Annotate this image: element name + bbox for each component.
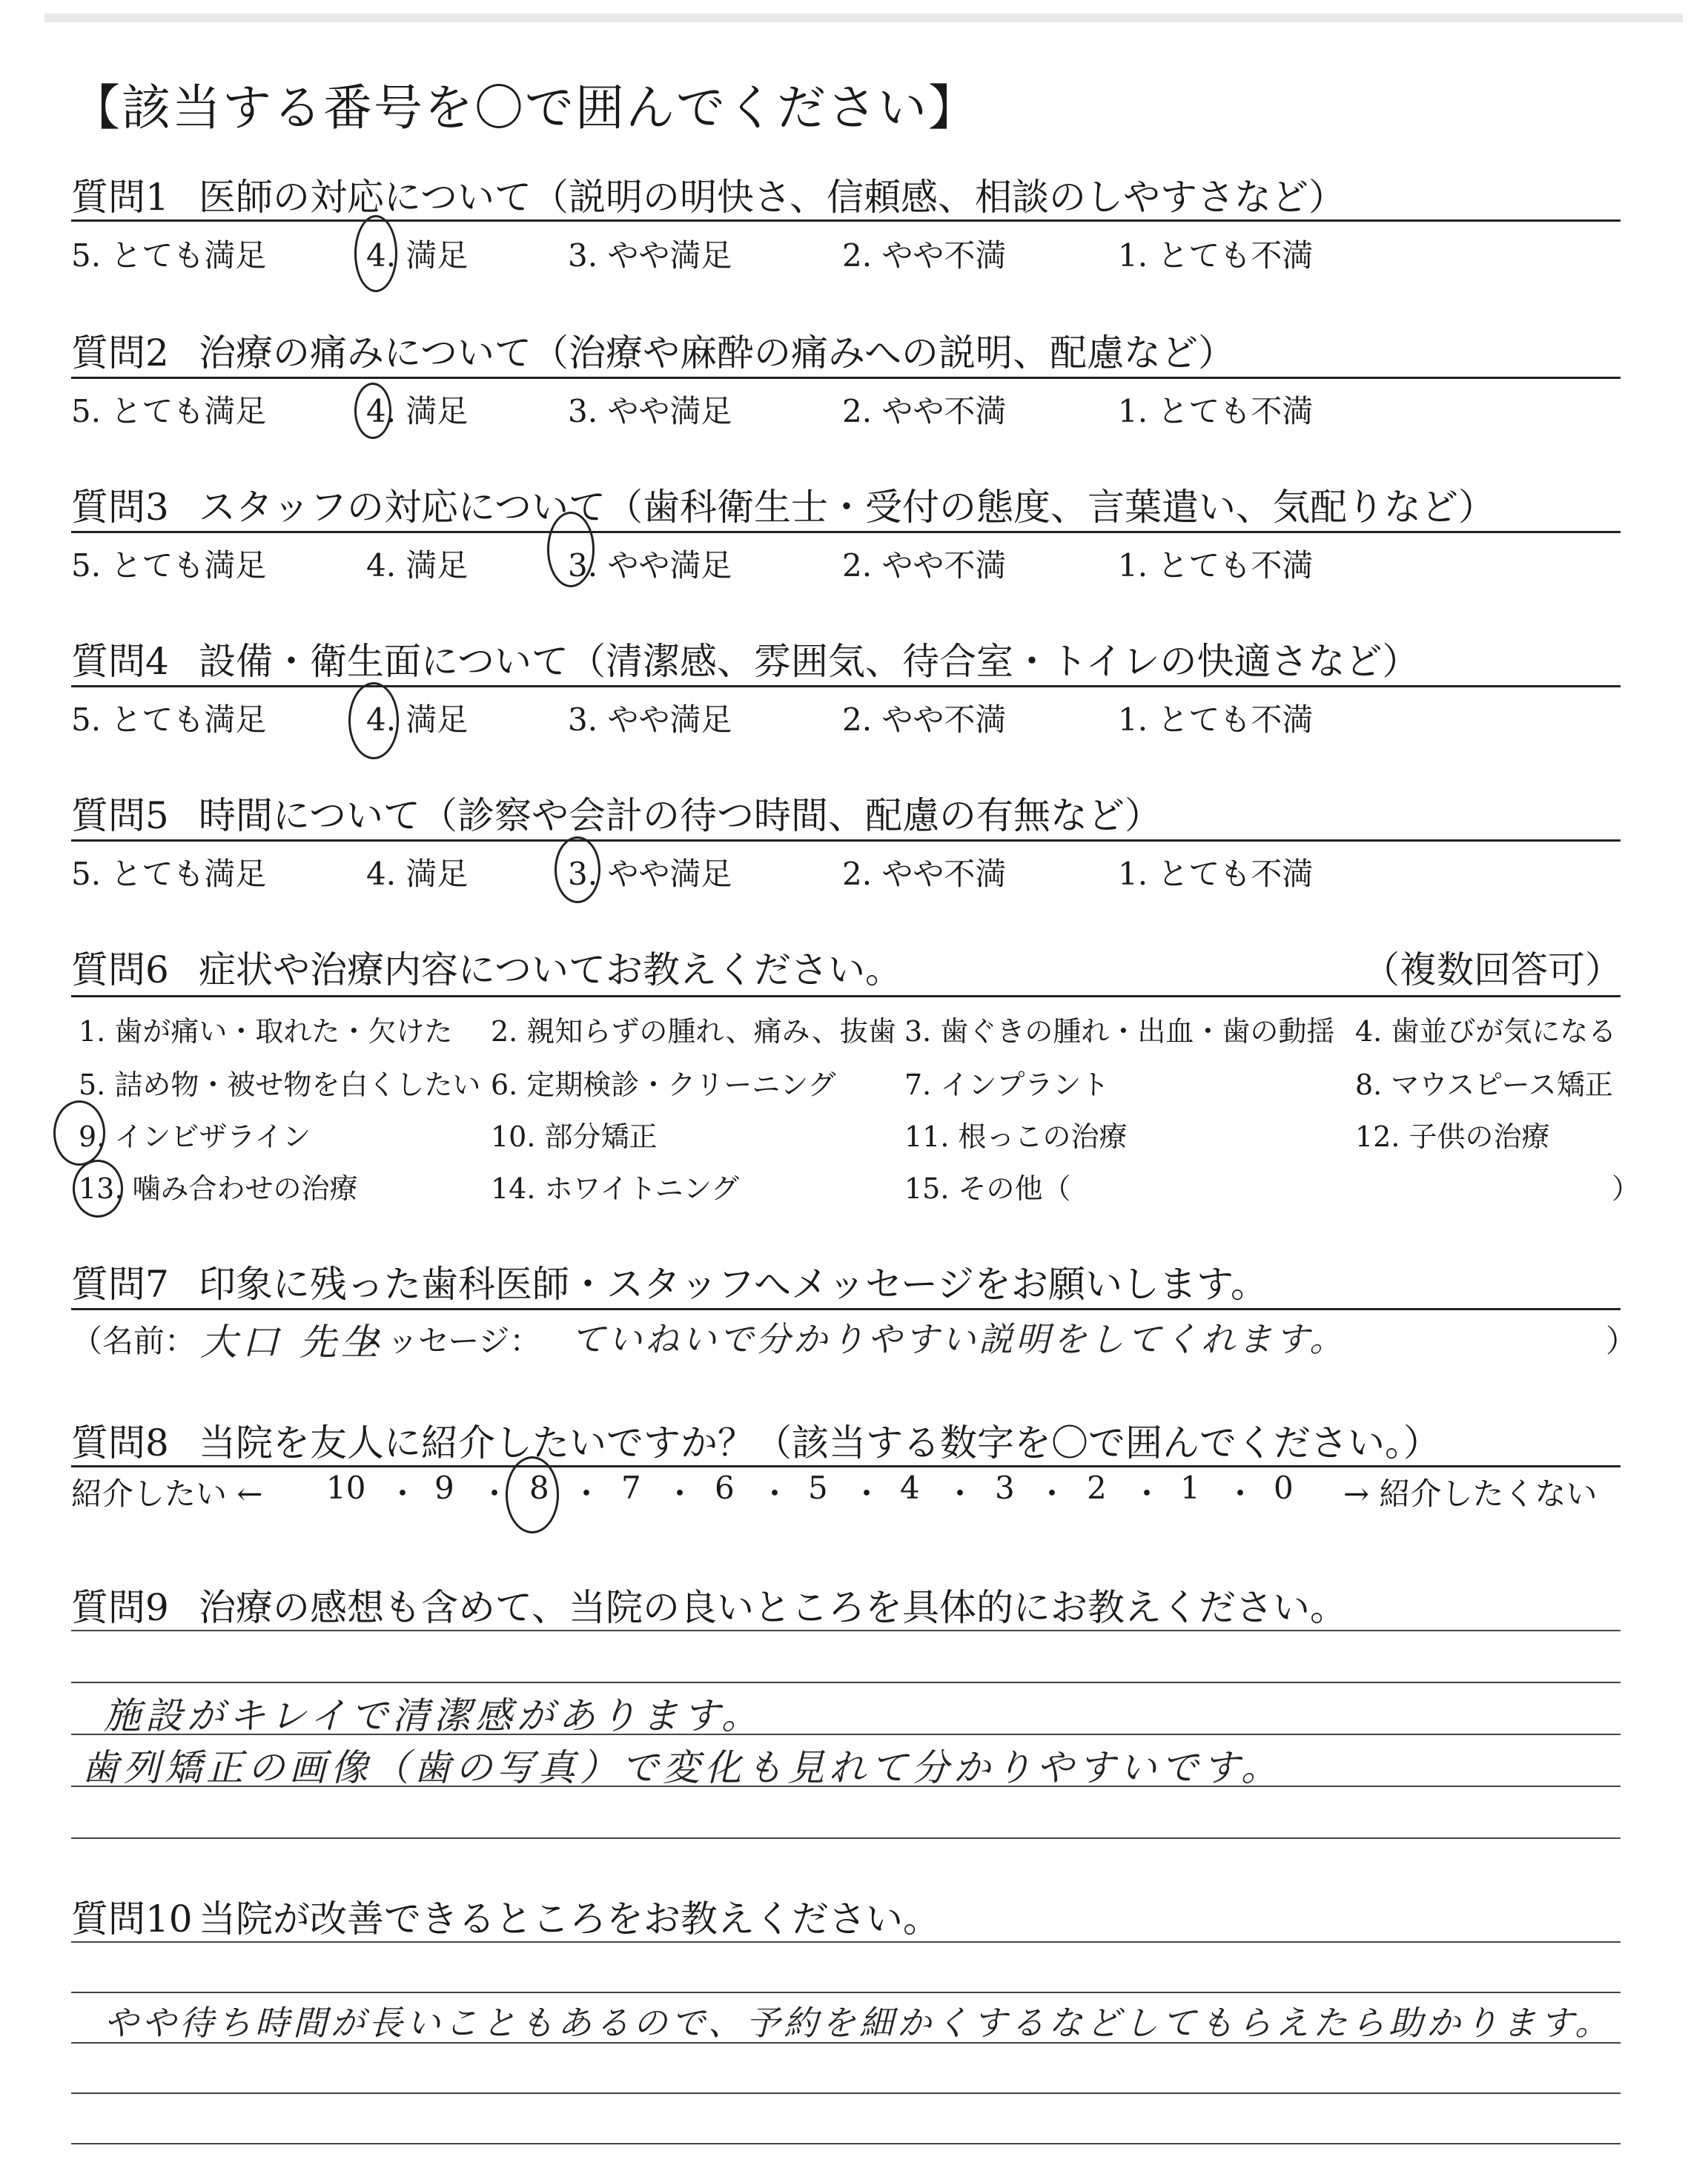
message-field[interactable]: ていねいで分かりやすい説明をしてくれます。 bbox=[571, 1319, 1347, 1359]
writing-line bbox=[71, 2093, 1621, 2094]
q6-option-11[interactable]: 11. 根っこの治療 bbox=[904, 1120, 1128, 1153]
option-1[interactable]: 1. とても不満 bbox=[1118, 547, 1314, 584]
scale-1[interactable]: 1 bbox=[1180, 1470, 1200, 1506]
question-number: 質問3 bbox=[71, 486, 169, 529]
rule-line bbox=[71, 377, 1621, 379]
question-2-title bbox=[71, 323, 1235, 377]
rule-line bbox=[71, 1465, 1621, 1467]
q6-option-14[interactable]: 14. ホワイトニング bbox=[491, 1172, 740, 1205]
option-3[interactable]: 3. やや満足 bbox=[568, 856, 732, 892]
q6-option-5[interactable]: 5. 詰め物・被せ物を白くしたい bbox=[79, 1069, 481, 1101]
option-3[interactable]: 3. やや満足 bbox=[568, 547, 732, 584]
scale-dot: ・ bbox=[479, 1476, 511, 1512]
scale-dot: ・ bbox=[1225, 1476, 1257, 1512]
option-2[interactable]: 2. やや不満 bbox=[842, 856, 1007, 892]
option-4[interactable]: 4. 満足 bbox=[366, 237, 469, 274]
option-5[interactable]: 5. とても満足 bbox=[71, 237, 267, 274]
question-number: 質問1 bbox=[71, 176, 169, 219]
q6-row-3 bbox=[71, 1114, 1628, 1155]
option-2[interactable]: 2. やや不満 bbox=[842, 547, 1007, 584]
question-number: 質問8 bbox=[71, 1421, 169, 1464]
selection-circle bbox=[506, 1456, 559, 1533]
q6-option-6[interactable]: 6. 定期検診・クリーニング bbox=[491, 1069, 836, 1101]
message-label: メッセージ： bbox=[356, 1323, 541, 1359]
question-8-title bbox=[71, 1413, 1440, 1467]
q6-other-close: ） bbox=[1612, 1172, 1641, 1205]
question-number: 質問6 bbox=[71, 948, 169, 991]
writing-line bbox=[71, 1992, 1621, 1993]
q6-option-12[interactable]: 12. 子供の治療 bbox=[1355, 1120, 1550, 1153]
scale-dot: ・ bbox=[571, 1476, 603, 1512]
scale-10[interactable]: 10 bbox=[326, 1470, 366, 1506]
scale-6[interactable]: 6 bbox=[715, 1470, 735, 1506]
scale-0[interactable]: 0 bbox=[1274, 1470, 1294, 1506]
q6-option-1[interactable]: 1. 歯が痛い・取れた・欠けた bbox=[79, 1015, 453, 1048]
option-2[interactable]: 2. やや不満 bbox=[842, 237, 1007, 274]
question-7-title bbox=[71, 1255, 1268, 1308]
option-2[interactable]: 2. やや不満 bbox=[842, 701, 1007, 738]
question-number: 質問4 bbox=[71, 640, 169, 683]
q9-answer-line-1[interactable]: 施設がキレイで清潔感があります。 bbox=[104, 1694, 763, 1737]
q10-answer-line-1[interactable]: やや待ち時間が長いこともあるので、予約を細かくするなどしてもらえたら助かります。 bbox=[104, 2003, 1613, 2043]
selection-circle bbox=[354, 383, 391, 439]
option-4[interactable]: 4. 満足 bbox=[366, 393, 469, 429]
scale-4[interactable]: 4 bbox=[900, 1470, 920, 1506]
option-5[interactable]: 5. とても満足 bbox=[71, 393, 267, 429]
q9-answer-line-2[interactable]: 歯列矯正の画像（歯の写真）で変化も見れて分かりやすいです。 bbox=[82, 1746, 1282, 1789]
option-1[interactable]: 1. とても不満 bbox=[1118, 393, 1314, 429]
form-instructions: 【該当する番号を〇で囲んでください】 bbox=[71, 79, 979, 136]
rule-line bbox=[71, 1308, 1621, 1310]
selection-circle bbox=[53, 1100, 105, 1166]
question-text: 当院を友人に紹介したいですか？（該当する数字を〇で囲んでください。） bbox=[199, 1421, 1440, 1464]
question-text: 印象に残った歯科医師・スタッフへメッセージをお願いします。 bbox=[199, 1263, 1268, 1306]
question-text: 当院が改善できるところをお教えください。 bbox=[199, 1898, 940, 1941]
writing-line bbox=[71, 1837, 1621, 1839]
q6-option-15[interactable]: 15. その他（ bbox=[904, 1172, 1071, 1205]
writing-line bbox=[71, 1941, 1621, 1943]
writing-line bbox=[71, 1682, 1621, 1683]
scale-7[interactable]: 7 bbox=[621, 1470, 641, 1506]
question-number: 質問7 bbox=[71, 1263, 169, 1306]
question-5-title bbox=[71, 786, 1162, 839]
question-9-title bbox=[71, 1578, 1347, 1631]
question-text: 設備・衛生面について（清潔感、雰囲気、待合室・トイレの快適さなど） bbox=[199, 640, 1420, 683]
selection-circle bbox=[348, 682, 399, 759]
scan-top-band bbox=[44, 13, 1683, 22]
option-3[interactable]: 3. やや満足 bbox=[568, 237, 732, 274]
scale-dot: ・ bbox=[851, 1476, 883, 1512]
question-number: 質問2 bbox=[71, 331, 169, 374]
option-4[interactable]: 4. 満足 bbox=[366, 856, 469, 892]
q6-option-10[interactable]: 10. 部分矯正 bbox=[491, 1120, 658, 1153]
q6-row-4 bbox=[71, 1166, 1641, 1207]
name-label: （名前： bbox=[71, 1323, 196, 1359]
name-field[interactable]: 大口 先生 bbox=[200, 1321, 383, 1364]
rule-line bbox=[71, 685, 1621, 687]
q6-option-7[interactable]: 7. インプラント bbox=[904, 1069, 1110, 1101]
question-4-title bbox=[71, 632, 1420, 685]
option-1[interactable]: 1. とても不満 bbox=[1118, 856, 1314, 892]
option-1[interactable]: 1. とても不満 bbox=[1118, 237, 1314, 274]
question-text: 治療の感想も含めて、当院の良いところを具体的にお教えください。 bbox=[199, 1586, 1347, 1629]
message-close-paren: ） bbox=[1606, 1323, 1638, 1359]
question-5-options bbox=[71, 850, 1628, 891]
scale-right-label: → 紹介したくない bbox=[1343, 1476, 1598, 1512]
q6-option-3[interactable]: 3. 歯ぐきの腫れ・出血・歯の動揺 bbox=[904, 1015, 1335, 1048]
scale-dot: ・ bbox=[759, 1476, 791, 1512]
question-number: 質問10 bbox=[71, 1898, 193, 1941]
option-1[interactable]: 1. とても不満 bbox=[1118, 701, 1314, 738]
option-3[interactable]: 3. やや満足 bbox=[568, 701, 732, 738]
q6-option-9[interactable]: 9. インビザライン bbox=[79, 1120, 311, 1153]
option-5[interactable]: 5. とても満足 bbox=[71, 547, 267, 584]
q6-option-13[interactable]: 13. 噛み合わせの治療 bbox=[79, 1172, 358, 1205]
scale-dot: ・ bbox=[1131, 1476, 1163, 1512]
rule-line bbox=[71, 995, 1621, 997]
recommend-scale bbox=[71, 1470, 1628, 1514]
scale-8[interactable]: 8 bbox=[529, 1470, 549, 1506]
option-4[interactable]: 4. 満足 bbox=[366, 547, 469, 584]
message-row bbox=[71, 1317, 196, 1361]
question-3-title bbox=[71, 478, 1495, 531]
question-text: スタッフの対応について（歯科衛生士・受付の態度、言葉遣い、気配りなど） bbox=[199, 486, 1495, 529]
message-label-row bbox=[356, 1317, 540, 1361]
question-number: 質問9 bbox=[71, 1586, 169, 1629]
q6-option-2[interactable]: 2. 親知らずの腫れ、痛み、抜歯 bbox=[491, 1015, 896, 1048]
selection-circle bbox=[555, 836, 600, 903]
scale-dot: ・ bbox=[944, 1476, 976, 1512]
scale-dot: ・ bbox=[1036, 1476, 1068, 1512]
option-3[interactable]: 3. やや満足 bbox=[568, 393, 732, 429]
scale-3[interactable]: 3 bbox=[995, 1470, 1015, 1506]
option-4[interactable]: 4. 満足 bbox=[366, 701, 469, 738]
scale-dot: ・ bbox=[664, 1476, 696, 1512]
question-text: 症状や治療内容についてお教えください。 bbox=[199, 948, 902, 991]
scale-2[interactable]: 2 bbox=[1087, 1470, 1107, 1506]
q6-option-8[interactable]: 8. マウスピース矯正 bbox=[1355, 1069, 1613, 1101]
rule-line bbox=[71, 219, 1621, 222]
question-3-options bbox=[71, 541, 1628, 583]
rule-line bbox=[71, 531, 1621, 533]
rule-line bbox=[71, 839, 1621, 842]
question-text: 医師の対応について（説明の明快さ、信頼感、相談のしやすさなど） bbox=[199, 176, 1345, 219]
question-number: 質問5 bbox=[71, 794, 169, 837]
question-4-options bbox=[71, 696, 1628, 737]
scale-5[interactable]: 5 bbox=[808, 1470, 828, 1506]
writing-line bbox=[71, 1630, 1621, 1631]
q6-row-2 bbox=[71, 1062, 1628, 1103]
option-2[interactable]: 2. やや不満 bbox=[842, 393, 1007, 429]
option-5[interactable]: 5. とても満足 bbox=[71, 856, 267, 892]
question-1-options bbox=[71, 231, 1628, 273]
scale-dot: ・ bbox=[387, 1476, 419, 1512]
multiple-answers-note: （複数回答可） bbox=[1363, 948, 1622, 991]
question-text: 治療の痛みについて（治療や麻酔の痛みへの説明、配慮など） bbox=[199, 331, 1235, 374]
selection-circle bbox=[547, 512, 595, 587]
selection-circle bbox=[73, 1160, 123, 1218]
scale-left-label: 紹介したい ← bbox=[71, 1476, 263, 1512]
q6-row-1 bbox=[71, 1008, 1628, 1050]
question-10-title bbox=[71, 1889, 940, 1943]
q6-option-4[interactable]: 4. 歯並びが気になる bbox=[1355, 1015, 1617, 1048]
scale-9[interactable]: 9 bbox=[434, 1470, 454, 1506]
option-5[interactable]: 5. とても満足 bbox=[71, 701, 267, 738]
question-6-title bbox=[71, 940, 1628, 994]
writing-line bbox=[71, 2143, 1621, 2144]
selection-circle bbox=[354, 215, 397, 292]
question-1-title bbox=[71, 168, 1345, 221]
question-2-options bbox=[71, 387, 1628, 429]
question-text: 時間について（診察や会計の待つ時間、配慮の有無など） bbox=[199, 794, 1162, 837]
